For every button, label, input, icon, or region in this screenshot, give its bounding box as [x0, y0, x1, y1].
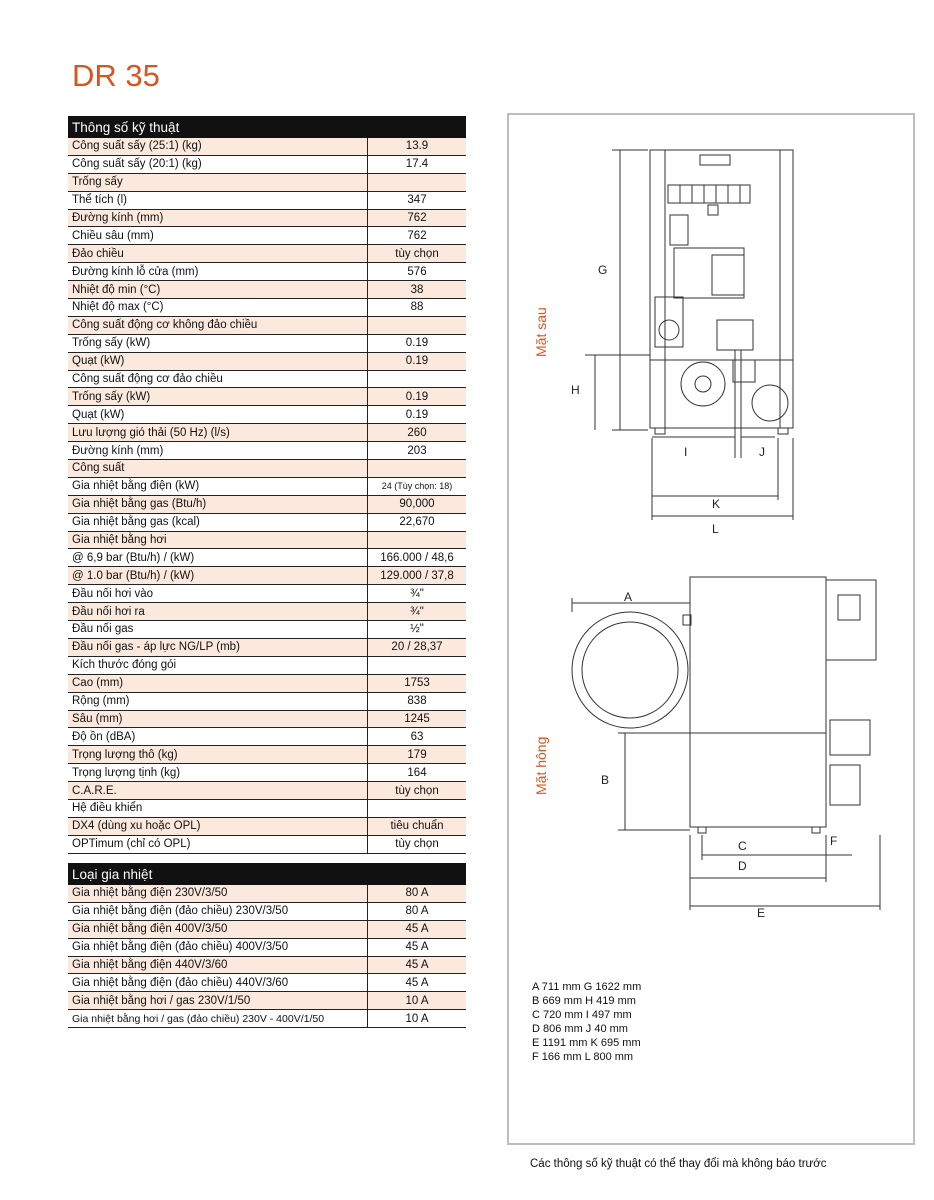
table-row: [68, 621, 466, 639]
row-label: Công suất sấy (20:1) (kg): [68, 155, 368, 173]
row-value: [368, 370, 467, 388]
row-label: Công suất: [68, 460, 368, 478]
heating-table-header: Loại gia nhiệt: [68, 863, 466, 885]
letter-k: K: [712, 497, 721, 511]
table-row: [68, 477, 466, 495]
row-value: tùy chọn: [368, 245, 467, 263]
spec-table: [68, 116, 466, 854]
side-view-label: Mặt hông: [533, 736, 549, 795]
table-row: [68, 938, 466, 956]
row-value: 838: [368, 692, 467, 710]
row-value: [368, 531, 467, 549]
table-row: [68, 764, 466, 782]
row-label: Nhiệt độ min (°C): [68, 281, 368, 299]
row-label: Gia nhiệt bằng hơi / gas 230V/1/50: [68, 992, 368, 1010]
row-value: 80 A: [368, 902, 467, 920]
dimension-line-text: D 806 mm J 40 mm: [532, 1023, 628, 1035]
row-label: C.A.R.E.: [68, 782, 368, 800]
table-row: [68, 656, 466, 674]
dimension-line-text: B 669 mm H 419 mm: [532, 995, 636, 1007]
row-value: 1245: [368, 710, 467, 728]
row-label: Gia nhiệt bằng điện (đảo chiều) 230V/3/50: [68, 902, 368, 920]
letter-j: J: [759, 445, 765, 459]
table-row: [68, 173, 466, 191]
row-label: Gia nhiệt bằng điện (kW): [68, 477, 368, 495]
row-label: Sâu (mm): [68, 710, 368, 728]
row-value: 1753: [368, 674, 467, 692]
table-row: [68, 460, 466, 478]
table-row: [68, 334, 466, 352]
row-value: tiêu chuẩn: [368, 817, 467, 835]
table-row: [68, 920, 466, 938]
row-value: 260: [368, 424, 467, 442]
row-value: tùy chọn: [368, 782, 467, 800]
table-row: [68, 674, 466, 692]
row-label: Độ ồn (dBA): [68, 728, 368, 746]
table-row: [68, 567, 466, 585]
row-value: 45 A: [368, 938, 467, 956]
row-value: ½": [368, 621, 467, 639]
letter-d: D: [738, 859, 747, 873]
row-label: Chiều sâu (mm): [68, 227, 368, 245]
heating-table: [68, 863, 466, 1028]
table-row: [68, 370, 466, 388]
row-label: Đầu nối hơi vào: [68, 585, 368, 603]
row-label: Gia nhiệt bằng điện (đảo chiều) 400V/3/50: [68, 938, 368, 956]
row-value: 762: [368, 227, 467, 245]
letter-h: H: [571, 383, 580, 397]
footnote: Các thông số kỹ thuật có thể thay đổi mà không báo trước: [530, 1158, 827, 1170]
letter-i: I: [684, 445, 688, 459]
table-row: [68, 299, 466, 317]
table-row: [68, 1010, 466, 1028]
row-label: @ 6,9 bar (Btu/h) / (kW): [68, 549, 368, 567]
table-row: [68, 245, 466, 263]
table-row: [68, 638, 466, 656]
row-label: Công suất động cơ không đảo chiều: [68, 316, 368, 334]
row-value: 17.4: [368, 155, 467, 173]
row-value: 347: [368, 191, 467, 209]
row-value: 164: [368, 764, 467, 782]
table-row: [68, 974, 466, 992]
table-row: [68, 603, 466, 621]
table-row: [68, 692, 466, 710]
row-label: Đường kính lỗ cửa (mm): [68, 263, 368, 281]
row-label: Quạt (kW): [68, 406, 368, 424]
table-row: [68, 513, 466, 531]
row-label: Thể tích (l): [68, 191, 368, 209]
table-row: [68, 209, 466, 227]
table-row: [68, 992, 466, 1010]
table-row: [68, 388, 466, 406]
row-label: Đảo chiều: [68, 245, 368, 263]
row-label: Gia nhiệt bằng gas (Btu/h): [68, 495, 368, 513]
row-value: 45 A: [368, 920, 467, 938]
table-row: [68, 442, 466, 460]
row-value: 0.19: [368, 406, 467, 424]
table-row: [68, 956, 466, 974]
row-value: 38: [368, 281, 467, 299]
table-row: [68, 549, 466, 567]
row-label: Gia nhiệt bằng điện 440V/3/60: [68, 956, 368, 974]
row-value: 10 A: [368, 1010, 467, 1028]
table-row: [68, 352, 466, 370]
row-value: 63: [368, 728, 467, 746]
row-label: Cao (mm): [68, 674, 368, 692]
row-label: @ 1.0 bar (Btu/h) / (kW): [68, 567, 368, 585]
row-value: 203: [368, 442, 467, 460]
row-value: 0.19: [368, 334, 467, 352]
row-label: Trống sấy (kW): [68, 334, 368, 352]
row-label: Gia nhiệt bằng hơi / gas (đảo chiều) 230V - 400V/1/50: [68, 1010, 368, 1028]
row-value: 45 A: [368, 956, 467, 974]
row-value: 129.000 / 37,8: [368, 567, 467, 585]
table-row: [68, 746, 466, 764]
letter-e: E: [757, 906, 766, 920]
row-label: Quạt (kW): [68, 352, 368, 370]
row-value: [368, 173, 467, 191]
spec-table-header: Thông số kỹ thuật: [68, 116, 466, 138]
row-label: Trọng lượng tịnh (kg): [68, 764, 368, 782]
row-value: 10 A: [368, 992, 467, 1010]
row-value: [368, 656, 467, 674]
row-value: 88: [368, 299, 467, 317]
row-value: tùy chọn: [368, 835, 467, 853]
row-label: Đường kính (mm): [68, 209, 368, 227]
table-row: [68, 281, 466, 299]
table-row: [68, 835, 466, 853]
rear-view-label: Mặt sau: [533, 307, 549, 357]
table-row: [68, 495, 466, 513]
letter-a: A: [624, 590, 633, 604]
table-row: [68, 424, 466, 442]
row-value: 0.19: [368, 388, 467, 406]
row-label: Đầu nối gas - áp lực NG/LP (mb): [68, 638, 368, 656]
row-value: 0.19: [368, 352, 467, 370]
dimension-line-text: C 720 mm I 497 mm: [532, 1009, 632, 1021]
table-row: [68, 585, 466, 603]
row-label: Gia nhiệt bằng gas (kcal): [68, 513, 368, 531]
table-row: [68, 316, 466, 334]
table-row: [68, 710, 466, 728]
row-label: Gia nhiệt bằng điện 230V/3/50: [68, 885, 368, 902]
letter-l: L: [712, 522, 719, 536]
table-row: [68, 531, 466, 549]
row-label: Nhiệt độ max (°C): [68, 299, 368, 317]
row-value: 22,670: [368, 513, 467, 531]
table-row: [68, 227, 466, 245]
table-row: [68, 885, 466, 902]
row-label: Rộng (mm): [68, 692, 368, 710]
letter-b: B: [601, 773, 610, 787]
row-value: 13.9: [368, 138, 467, 155]
row-value: [368, 460, 467, 478]
row-label: Gia nhiệt bằng điện (đảo chiều) 440V/3/60: [68, 974, 368, 992]
row-label: Gia nhiệt bằng điện 400V/3/50: [68, 920, 368, 938]
table-row: [68, 902, 466, 920]
table-row: [68, 263, 466, 281]
dimension-line-text: A 711 mm G 1622 mm: [532, 981, 642, 993]
row-label: DX4 (dùng xu hoặc OPL): [68, 817, 368, 835]
dimension-line-text: E 1191 mm K 695 mm: [532, 1037, 641, 1049]
row-label: Hệ điều khiển: [68, 799, 368, 817]
row-value: 90,000: [368, 495, 467, 513]
row-value: [368, 316, 467, 334]
row-value: 576: [368, 263, 467, 281]
row-value: 45 A: [368, 974, 467, 992]
row-value: ¾": [368, 585, 467, 603]
table-row: [68, 138, 466, 155]
row-value: 24 (Tùy chọn: 18): [368, 477, 467, 495]
row-label: Kích thước đóng gói: [68, 656, 368, 674]
table-row: [68, 155, 466, 173]
row-label: Trọng lượng thô (kg): [68, 746, 368, 764]
row-value: 762: [368, 209, 467, 227]
letter-f: F: [830, 834, 838, 848]
dimension-list: [532, 980, 641, 1064]
letter-g: G: [598, 263, 608, 277]
row-value: [368, 799, 467, 817]
row-label: Đường kính (mm): [68, 442, 368, 460]
dimension-line-text: F 166 mm L 800 mm: [532, 1051, 634, 1063]
row-label: Công suất sấy (25:1) (kg): [68, 138, 368, 155]
row-label: Công suất động cơ đảo chiều: [68, 370, 368, 388]
row-value: 166.000 / 48,6: [368, 549, 467, 567]
row-label: Gia nhiệt bằng hơi: [68, 531, 368, 549]
table-row: [68, 406, 466, 424]
row-value: 20 / 28,37: [368, 638, 467, 656]
row-value: 80 A: [368, 885, 467, 902]
table-row: [68, 191, 466, 209]
table-row: [68, 782, 466, 800]
row-value: 179: [368, 746, 467, 764]
row-label: Trống sấy (kW): [68, 388, 368, 406]
table-row: [68, 817, 466, 835]
page-title: DR 35: [72, 58, 160, 93]
row-label: Đầu nối hơi ra: [68, 603, 368, 621]
letter-c: C: [738, 839, 747, 853]
table-row: [68, 799, 466, 817]
row-value: ¾": [368, 603, 467, 621]
row-label: Đầu nối gas: [68, 621, 368, 639]
row-label: Trống sấy: [68, 173, 368, 191]
row-label: OPTimum (chỉ có OPL): [68, 835, 368, 853]
row-label: Lưu lượng gió thải (50 Hz) (l/s): [68, 424, 368, 442]
table-row: [68, 728, 466, 746]
